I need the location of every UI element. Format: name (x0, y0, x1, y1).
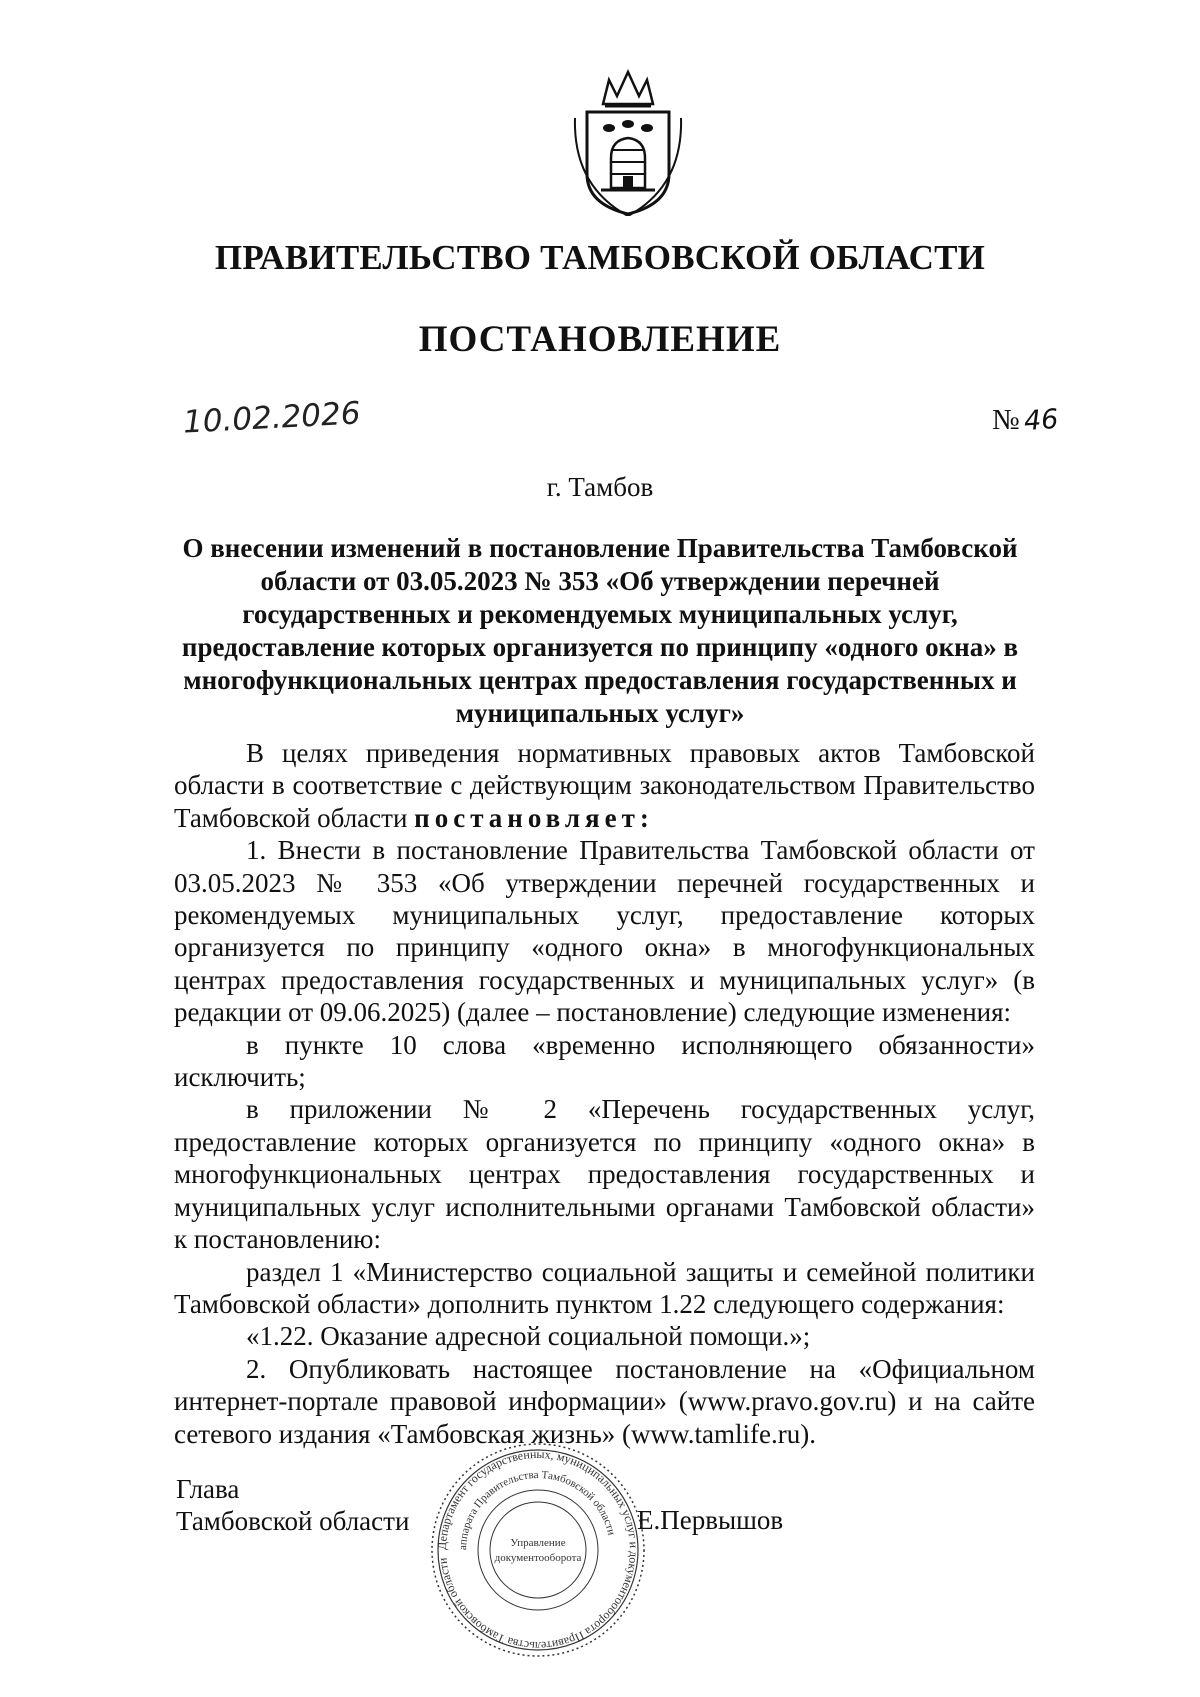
paragraph-2: в пункте 10 слова «временно исполняющего обязанности» исключить; (174, 1029, 1035, 1093)
document-date: 10.02.2026 (182, 395, 362, 441)
stamp-center-line2: документооборота (494, 1552, 582, 1564)
document-body (174, 737, 1035, 1450)
signature-title-line2: Тамбовской области (176, 1506, 410, 1536)
number-value: 46 (1022, 403, 1060, 438)
paragraph-5: «1.22. Оказание адресной социальной помощи.»; (246, 1321, 811, 1352)
tambov-coat-of-arms-icon (553, 66, 703, 216)
round-stamp (428, 1440, 648, 1660)
city-line: г. Тамбов (546, 472, 654, 502)
paragraph-4: раздел 1 «Министерство социальной защиты и семейной политики Тамбовской области» дополнить пунктом 1.22 следующего содержания: (174, 1256, 1035, 1319)
intro-paragraph (174, 737, 1035, 834)
document-type-title: ПОСТАНОВЛЕНИЕ (418, 319, 782, 360)
decree-colon: : (639, 802, 654, 833)
stamp-outer-text: Департамент государственных, муниципальных услуг и документооборота Правительства Тамбовской области (434, 1446, 642, 1654)
stamp-inner-text: аппарата Правительства Тамбовской области (456, 1468, 618, 1551)
signature-title (176, 1473, 409, 1537)
document-subject: О внесении изменений в постановление Правительства Тамбовской области от 03.05.2023 № 353 «Об утверждении перечней государственных и рекомендуемых муниципальных услуг, предоставление которых организуется по принципу «одного окна» в многофункциональных центрах предоставления государственных и муниципальных услуг» (181, 533, 1019, 728)
signature-title-line1: Глава (176, 1474, 240, 1504)
paragraph-6: 2. Опубликовать настоящее постановление на «Официальном интернет-портале правовой информации» (www.pravo.gov.ru) и на сайте сетевого издания «Тамбовская жизнь» (www.tamlife.ru). (174, 1353, 1035, 1449)
stamp-center-line1: Управление (510, 1537, 566, 1549)
number-label: № (992, 404, 1020, 436)
paragraph-3: в приложении № 2 «Перечень государственных услуг, предоставление которых организуется по принципу «одного окна» в многофункциональных центрах предоставления государственных и муниципальных услуг исполнительными органами Тамбовской области» к постановлению: (174, 1094, 1035, 1255)
document-number (992, 404, 1058, 437)
government-title: ПРАВИТЕЛЬСТВО ТАМБОВСКОЙ ОБЛАСТИ (214, 238, 986, 277)
paragraph-1: 1. Внести в постановление Правительства Тамбовской области от 03.05.2023 № 353 «Об утверждении перечней государственных и рекомендуемых муниципальных услуг, предоставление которых организуется по принципу «одного окна» в многофункциональных центрах предоставления государственных и муниципальных услуг» (в редакции от 09.06.2025) (далее – постановление) следующие изменения: (174, 835, 1035, 1028)
signature-name: Е.Первышов (637, 1505, 784, 1535)
intro-text: В целях приведения нормативных правовых актов Тамбовской области в соответствие с действующим законодательством Правительство Тамбовской области (174, 738, 1035, 833)
decree-word: постановляет (414, 802, 640, 833)
